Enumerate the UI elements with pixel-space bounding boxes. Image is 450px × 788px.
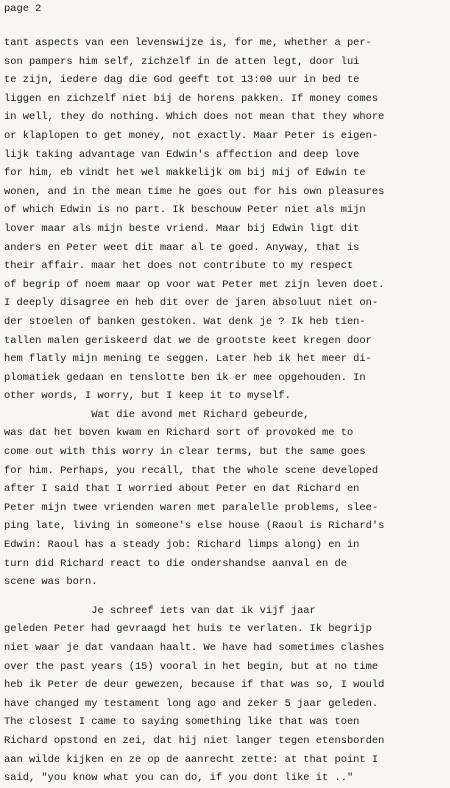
- letter-line: for him. Perhaps, you recall, that the whole scene developed: [4, 464, 379, 477]
- letter-line: their affair. maar het does not contribute to my respect: [4, 260, 354, 273]
- letter-line: wonen, and in the mean time he goes out for his own pleasures: [4, 185, 385, 198]
- letter-line: I deeply disagree en heb dit over de jaren absoluut niet on-: [4, 297, 379, 310]
- letter-line: Richard opstond en zei, dat hij niet langer tegen etensborden: [4, 734, 385, 747]
- letter-line: Je schreef iets van dat ik vijf jaar: [4, 604, 316, 617]
- letter-line: scene was born.: [4, 576, 98, 589]
- letter-line: niet waar je dat vandaan haalt. We have had sometimes clashes: [4, 642, 385, 654]
- letter-line: Edwin: Raoul has a steady job: Richard limps along) en in: [4, 539, 360, 552]
- letter-line: or klaplopen to get money, not exactly. Maar Peter is eigen-: [4, 129, 379, 142]
- letter-line: turn did Richard react to die ondershandse aanval en de: [4, 557, 347, 570]
- letter-line: said, "you know what you can do, if you dont like it ..": [4, 772, 354, 785]
- letter-line: The closest I came to saying something like that was toen: [4, 716, 360, 729]
- letter-line: in well, they do nothing. Which does not mean that they whore: [4, 111, 385, 124]
- letter-line: heb ik Peter de deur gewezen, because if that was so, I would: [4, 679, 385, 692]
- letter-line: have changed my testament long ago and zeker 5 jaar geleden.: [4, 697, 379, 710]
- letter-line: of begrip of noem maar op voor wat Peter met zijn leven doet.: [4, 278, 385, 291]
- letter-line: Wat die avond met Richard gebeurde,: [4, 408, 310, 421]
- letter-line: tant aspects van een levenswijze is, for me, whether a per-: [4, 37, 372, 49]
- letter-line: other words, I worry, but I keep it to myself.: [4, 390, 291, 403]
- letter-body: [4, 34, 444, 788]
- letter-line: [4, 592, 444, 602]
- letter-line: hem flatly mijn mening te seggen. Later heb ik het meer di-: [4, 353, 372, 366]
- letter-line: Peter mijn twee vrienden waren met paralelle problems, slee-: [4, 501, 379, 514]
- letter-line: te zijn, iedere dag die God geeft tot 13:00 uur in bed te: [4, 74, 360, 87]
- letter-line: plomatiek gedaan en tenslotte ben ik er mee opgehouden. In: [4, 371, 366, 384]
- letter-line: anders en Peter weet dit maar al te goed. Anyway, that is: [4, 241, 360, 254]
- letter-line: tallen malen geriskeerd dat we de grootste keet kregen door: [4, 334, 372, 347]
- letter-line: over the past years (15) vooral in het begin, but at no time: [4, 660, 379, 673]
- letter-line: geleden Peter had gevraagd het huis te verlaten. Ik begrijp: [4, 623, 372, 636]
- page-number: page 2: [4, 3, 42, 15]
- letter-line: aan wilde kijken en ze op de aanrecht zette: at that point I: [4, 753, 379, 766]
- letter-line: ping late, living in someone's else house (Raoul is Richard's: [4, 520, 385, 533]
- letter-line: der stoelen of banken gestoken. Wat denk je ? Ik heb tien-: [4, 315, 366, 328]
- letter-line: liggen en zichzelf niet bij de horens pakken. If money comes: [4, 92, 379, 105]
- letter-line: was dat het boven kwam en Richard sort of provoked me to: [4, 427, 354, 440]
- letter-line: for him, eb vindt het wel makkelijk om bij mij of Edwin te: [4, 167, 366, 180]
- letter-line: lijk taking advantage van Edwin's affection and deep love: [4, 148, 360, 161]
- letter-line: lover maar als mijn beste vriend. Maar bij Edwin ligt dit: [4, 222, 360, 235]
- letter-line: come out with this worry in clear terms, but the same goes: [4, 446, 366, 459]
- letter-line: of which Edwin is no part. Ik beschouw Peter niet als mijn: [4, 204, 366, 217]
- letter-line: son pampers him self, zichzelf in de atten legt, door lui: [4, 55, 360, 68]
- letter-line: after I said that I worried about Peter en dat Richard en: [4, 483, 360, 496]
